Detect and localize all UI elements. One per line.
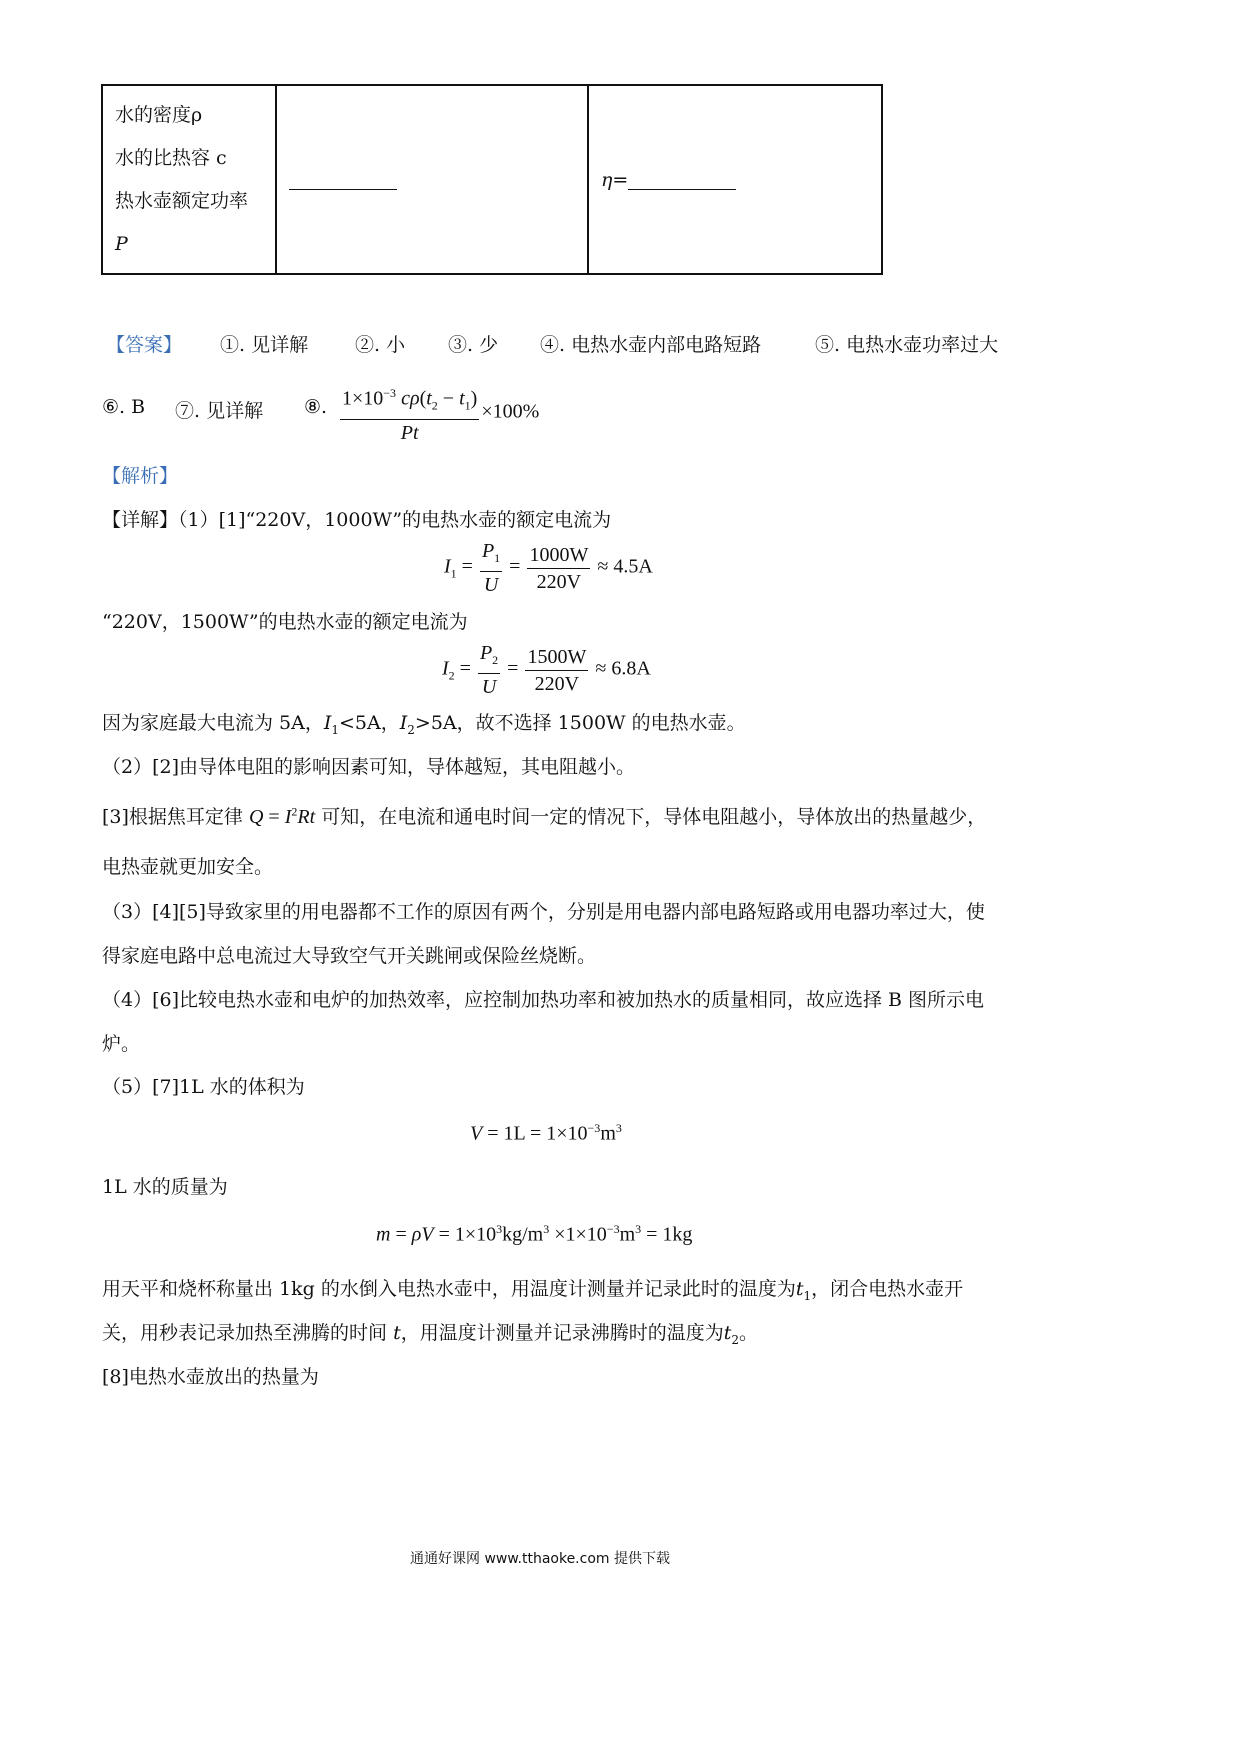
- formula-fraction: $\frac{1\times 10^{-3} c\rho(t_2 - t_1)}{Pt}$: [340, 380, 479, 446]
- quantities-cell: [102, 85, 276, 274]
- analysis-label: 【解析】: [102, 465, 179, 487]
- answer-item: ⑧.: [304, 396, 328, 418]
- quantity-line: 水的密度ρ: [115, 103, 203, 126]
- paragraph: （3）[4][5]导致家里的用电器都不工作的原因有两个，分别是用电器内部电路短路或用电器功率过大，使: [102, 901, 985, 923]
- answer-item: ⑤. 电热水壶功率过大: [815, 334, 999, 356]
- formula-tail: ×100%: [481, 400, 540, 423]
- quantity-line: 水的比热容 c: [115, 146, 227, 169]
- paragraph: 电热壶就更加安全。: [102, 856, 274, 878]
- answer-item: ②. 小: [355, 334, 406, 356]
- paragraph: 得家庭电路中总电流过大导致空气开关跳闸或保险丝烧断。: [102, 945, 597, 967]
- answer-label: 【答案】: [106, 334, 183, 356]
- paragraph: 1L 水的质量为: [102, 1176, 228, 1198]
- paragraph: 【详解】（1）[1]“220V，1000W”的电热水壶的额定电流为: [102, 509, 612, 531]
- answer-item: ③. 少: [448, 334, 499, 356]
- answer-item: ④. 电热水壶内部电路短路: [540, 334, 762, 356]
- answer-blank: [628, 171, 736, 190]
- answer-item: ⑦. 见详解: [175, 400, 264, 422]
- eta-label: η=: [601, 168, 629, 191]
- answer-item: ⑥. B: [102, 396, 146, 418]
- paragraph: 炉。: [102, 1033, 141, 1055]
- equation-mass: $m = \rho V = 1\times 10^3kg/m^3 \times 1\times 10^{-3}m^3 = 1kg$: [376, 1222, 693, 1246]
- efficiency-formula: [338, 380, 539, 446]
- equation-current-1: $I_1$ = $\frac{P_1}{U}$ = $\frac{1000W}{220V}$ ≈ 4.5A: [444, 540, 653, 596]
- answer-item: ①. 见详解: [220, 334, 309, 356]
- quantity-line: 热水壶额定功率: [115, 189, 249, 212]
- answer-blank: [289, 171, 397, 190]
- paragraph: 因为家庭最大电流为 5A，$I_1<5A$，$I_2>5A$，故不选择 1500W 的电热水壶。: [102, 712, 746, 737]
- quantity-line: P: [115, 232, 128, 255]
- paragraph: [3]根据焦耳定律 $Q = I^2Rt$ 可知，在电流和通电时间一定的情况下，导体电阻越小，导体放出的热量越少，: [102, 804, 987, 828]
- paragraph: （5）[7]1L 水的体积为: [102, 1076, 305, 1098]
- paragraph: （2）[2]由导体电阻的影响因素可知，导体越短，其电阻越小。: [102, 756, 636, 778]
- paragraph: “220V，1500W”的电热水壶的额定电流为: [102, 611, 468, 633]
- equation-volume: $V = 1L = 1\times 10^{-3}m^3$: [470, 1121, 622, 1145]
- expression-cell: [276, 85, 588, 274]
- paragraph: （4）[6]比较电热水壶和电炉的加热效率，应控制加热功率和被加热水的质量相同，故应选择 B 图所示电: [102, 989, 985, 1011]
- paragraph: [8]电热水壶放出的热量为: [102, 1366, 319, 1388]
- paragraph: 用天平和烧杯称量出 1kg 的水倒入电热水壶中，用温度计测量并记录此时的温度为$t_1$，闭合电热水壶开: [102, 1278, 964, 1303]
- paragraph: 关，用秒表记录加热至沸腾的时间 t，用温度计测量并记录沸腾时的温度为$t_2$。: [102, 1322, 759, 1347]
- efficiency-cell: [588, 85, 882, 274]
- data-table: [101, 84, 883, 275]
- equation-current-2: $I_2$ = $\frac{P_2}{U}$ = $\frac{1500W}{220V}$ ≈ 6.8A: [442, 642, 651, 698]
- footer-text: 通通好课网 www.tthaoke.com 提供下载: [410, 1551, 670, 1567]
